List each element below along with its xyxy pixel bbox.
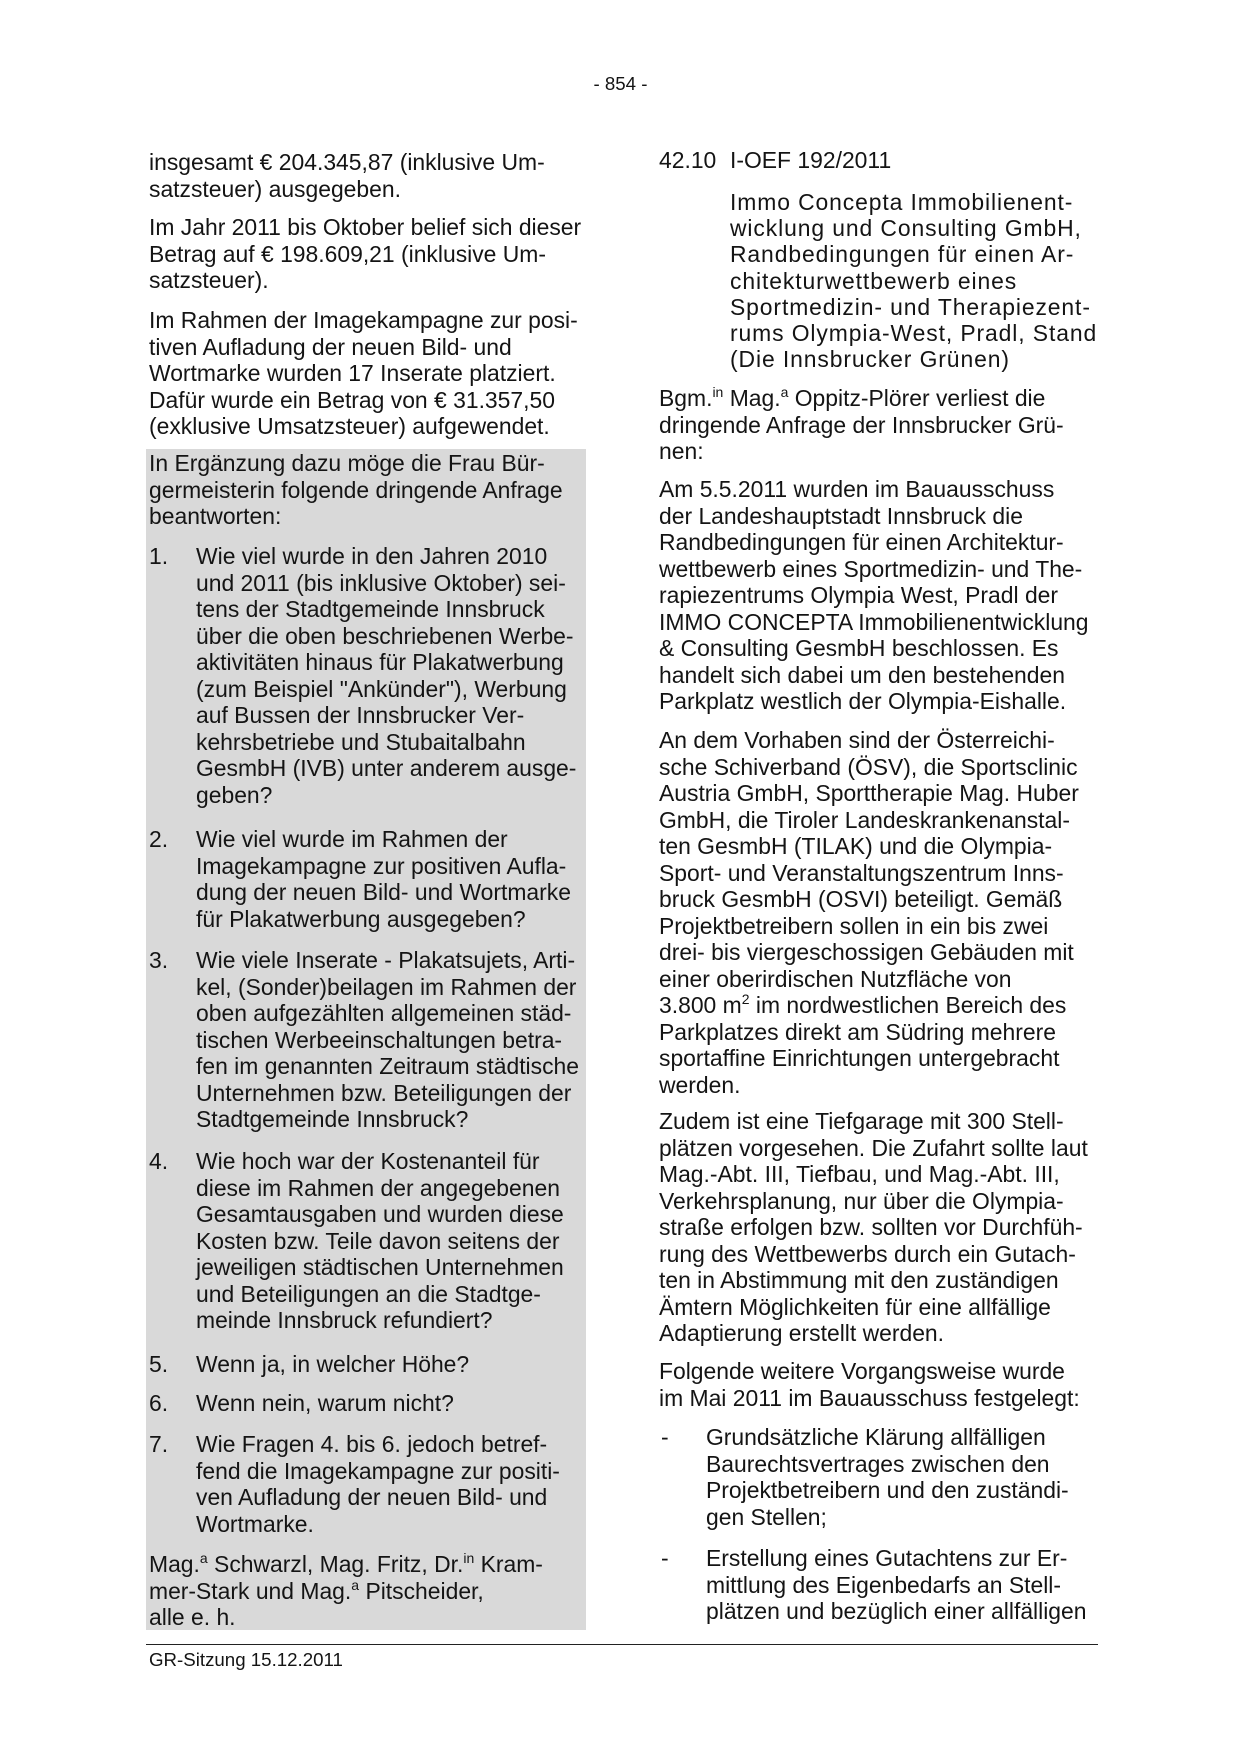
area-unit-superscript: 2 bbox=[741, 991, 750, 1008]
signature-superscript: a bbox=[199, 1550, 208, 1567]
reading-note-superscript: in bbox=[712, 384, 724, 401]
question-item bbox=[149, 947, 579, 1132]
question-text: Wie hoch war der Kostenanteil für diese im Rahmen der angegebenen Gesamtausgaben und wurden diese Kosten bzw. Teile davon seitens der jeweiligen städtischen Unternehmen und Beteiligungen an die Stadtge- meinde Innsbruck refundiert? bbox=[196, 1148, 564, 1333]
reading-note-text: Mag. bbox=[723, 385, 781, 411]
intro-paragraph: insgesamt € 204.345,87 (inklusive Um- satzsteuer) ausgegeben. bbox=[149, 149, 545, 202]
question-number: 5. bbox=[149, 1351, 169, 1377]
inquiry-intro: In Ergänzung dazu möge die Frau Bür- germeisterin folgende dringende Anfrage beantworten: bbox=[149, 450, 563, 529]
footer-session-date: GR-Sitzung 15.12.2011 bbox=[149, 1649, 343, 1670]
signature-text: Schwarzl, Mag. Fritz, Dr. bbox=[207, 1551, 464, 1577]
question-number: 2. bbox=[149, 826, 169, 852]
question-item bbox=[149, 1148, 579, 1333]
question-number: 3. bbox=[149, 947, 169, 973]
question-number: 7. bbox=[149, 1431, 169, 1457]
signature bbox=[149, 1551, 543, 1631]
signature-superscript: in bbox=[463, 1550, 475, 1567]
body-paragraph: Am 5.5.2011 wurden im Bauausschuss der Landeshauptstadt Innsbruck die Randbedingungen für einen Architektur- wettbewerb eines Sportmedizin- und The- rapiezentrums Olympia West, Pradl der IMMO CONCEPTA Immobilienentwicklung & Consulting GesmbH beschlossen. Es handelt sich dabei um den bestehenden Parkplatz westlich der Olympia-Eishalle. bbox=[659, 476, 1089, 714]
signature-superscript: a bbox=[351, 1576, 360, 1593]
reading-note-text: Oppitz-Plörer verliest die dringende Anfrage der Innsbrucker Grü- nen: bbox=[659, 385, 1064, 464]
question-text: Wenn ja, in welcher Höhe? bbox=[196, 1351, 470, 1377]
question-text: Wie Fragen 4. bis 6. jedoch betref- fend die Imagekampagne zur positi- ven Aufladung der neuen Bild- und Wortmarke. bbox=[196, 1431, 560, 1537]
bullet-text: Erstellung eines Gutachtens zur Er- mittlung des Eigenbedarfs an Stell- plätzen und bezüglich einer allfälligen bbox=[706, 1545, 1087, 1624]
question-item bbox=[149, 1390, 579, 1417]
body-paragraph: Zudem ist eine Tiefgarage mit 300 Stell- plätzen vorgesehen. Die Zufahrt sollte laut Mag.-Abt. III, Tiefbau, und Mag.-Abt. III, Verkehrsplanung, nur über die Olympia- straße erfolgen bzw. sollten vor Durchfüh- rung des Wettbewerbs durch ein Gutach- ten in Abstimmung mit den zuständigen Ämtern Möglichkeiten für eine allfällige Adaptierung erstellt werden. bbox=[659, 1108, 1088, 1346]
reading-note-text: Bgm. bbox=[659, 385, 713, 411]
intro-paragraph: Im Rahmen der Imagekampagne zur posi- tiven Aufladung der neuen Bild- und Wortmarke wurden 17 Inserate platziert. Dafür wurde ein Betrag von € 31.357,50 (exklusive Umsatzsteuer) aufgewendet. bbox=[149, 307, 578, 439]
intro-paragraph: Im Jahr 2011 bis Oktober belief sich dieser Betrag auf € 198.609,21 (inklusive Um- satzsteuer). bbox=[149, 214, 582, 293]
body-paragraph bbox=[659, 727, 1079, 1098]
footer-rule bbox=[146, 1644, 1098, 1645]
signature-text: Pitscheider, alle e. h. bbox=[149, 1577, 484, 1630]
bullet-dash: - bbox=[661, 1545, 669, 1571]
bullet-text: Grundsätzliche Klärung allfälligen Baurechtsvertrages zwischen den Projektbetreibern und den zuständi- gen Stellen; bbox=[706, 1424, 1069, 1530]
agenda-item-reference: I-OEF 192/2011 bbox=[730, 147, 892, 173]
question-item bbox=[149, 826, 579, 932]
question-item bbox=[149, 1351, 579, 1378]
question-item bbox=[149, 543, 579, 808]
question-text: Wie viele Inserate - Plakatsujets, Arti- kel, (Sonder)beilagen im Rahmen der oben aufgezählten allgemeinen städ- tischen Werbeeinschaltungen betra- fen im genannten Zeitraum städtische Unternehmen bzw. Beteiligungen der Stadtgemeinde Innsbruck? bbox=[196, 947, 579, 1132]
signature-text: Mag. bbox=[149, 1551, 200, 1577]
question-text: Wenn nein, warum nicht? bbox=[196, 1390, 454, 1416]
question-number: 4. bbox=[149, 1148, 169, 1174]
reading-note bbox=[659, 385, 1064, 465]
page-number: - 854 - bbox=[593, 73, 648, 94]
bullet-item bbox=[661, 1545, 1091, 1624]
question-text: Wie viel wurde in den Jahren 2010 und 2011 (bis inklusive Oktober) sei- tens der Stadtgemeinde Innsbruck über die oben beschriebenen Werbe- aktivitäten hinaus für Plakatwerbung (zum Beispiel "Ankünder"), Werbung auf Bussen der Innsbrucker Ver- kehrsbetriebe und Stubaitalbahn GesmbH (IVB) unter anderem ausge- geben? bbox=[196, 543, 577, 808]
bullet-dash: - bbox=[661, 1424, 669, 1450]
bullet-item bbox=[661, 1424, 1091, 1530]
question-text: Wie viel wurde im Rahmen der Imagekampagne zur positiven Aufla- dung der neuen Bild- und Wortmarke für Plakatwerbung ausgegeben? bbox=[196, 826, 571, 932]
question-item bbox=[149, 1431, 579, 1537]
agenda-item-number: 42.10 bbox=[659, 147, 717, 173]
question-number: 6. bbox=[149, 1390, 169, 1416]
body-paragraph-text: im nordwestlichen Bereich des Parkplatzes direkt am Südring mehrere sportaffine Einrichtungen untergebracht werden. bbox=[659, 992, 1067, 1098]
body-paragraph: Folgende weitere Vorgangsweise wurde im Mai 2011 im Bauausschuss festgelegt: bbox=[659, 1358, 1080, 1411]
reading-note-superscript: a bbox=[780, 384, 789, 401]
signature-text: Kram- mer-Stark und Mag. bbox=[149, 1551, 543, 1604]
question-number: 1. bbox=[149, 543, 169, 569]
body-paragraph-text: An dem Vorhaben sind der Österreichi- sche Schiverband (ÖSV), die Sportsclinic Austria GmbH, Sporttherapie Mag. Huber GmbH, die Tiroler Landeskrankenanstal- ten GesmbH (TILAK) und die Olympia- Sport- und Veranstaltungszentrum Inns- bruck GesmbH (OSVI) beteiligt. Gemäß Projektbetreibern sollen in ein bis zwei drei- bis viergeschossigen Gebäuden mit einer oberirdischen Nutzfläche von 3.800 m bbox=[659, 727, 1079, 1018]
agenda-item-title: Immo Concepta Immobilienent- wicklung und Consulting GmbH, Randbedingungen für einen Ar- chitekturwettbewerb eines Sportmedizin- und Therapiezent- rums Olympia-West, Pradl, Stand (Die Innsbrucker Grünen) bbox=[730, 189, 1098, 373]
